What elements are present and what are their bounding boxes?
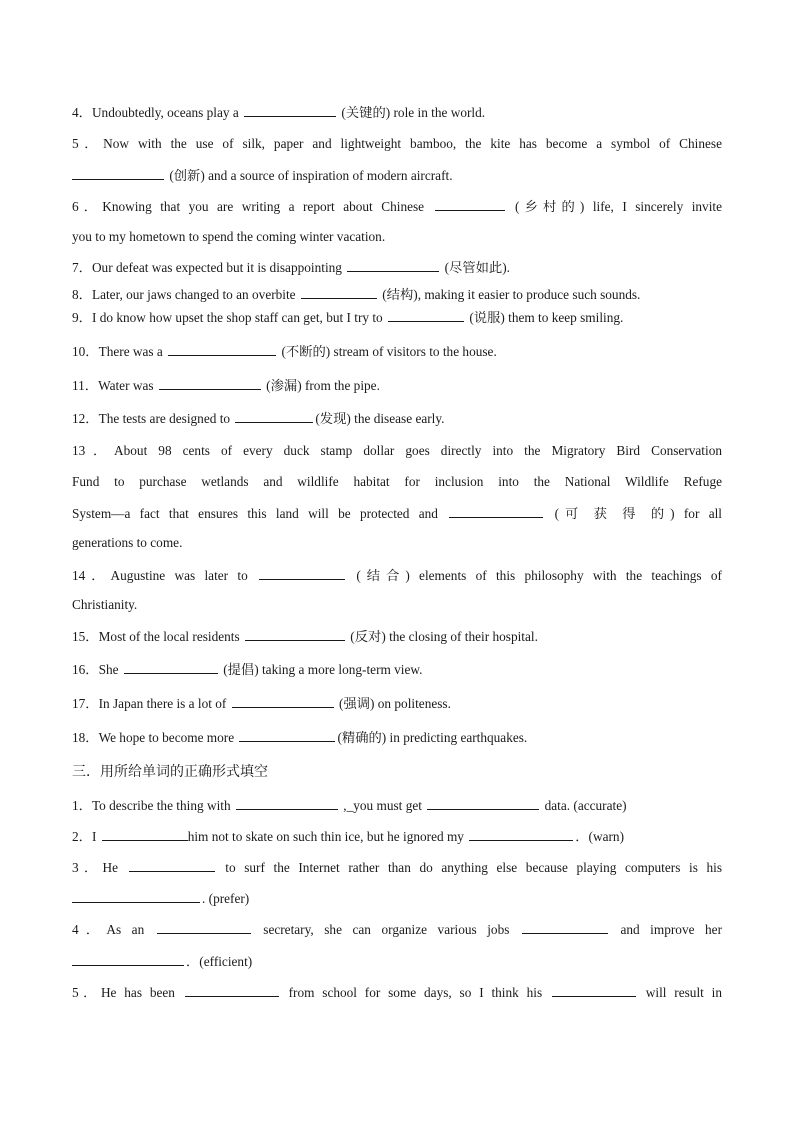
answer-blank[interactable] bbox=[435, 197, 505, 211]
fill-question-4-line-2: ．(efficient) bbox=[72, 952, 722, 971]
question-9: 9．I do know how upset the shop staff can get, but I try to (说服) them to keep smiling. bbox=[72, 310, 624, 325]
answer-blank[interactable] bbox=[347, 258, 439, 272]
answer-blank[interactable] bbox=[301, 285, 377, 299]
answer-blank[interactable] bbox=[124, 660, 218, 674]
answer-blank[interactable] bbox=[129, 858, 215, 872]
answer-blank[interactable] bbox=[72, 166, 164, 180]
answer-blank[interactable] bbox=[552, 983, 636, 997]
question-13-line-1: 13．About 98 cents of every duck stamp dollar goes directly into the Migratory Bird Conservation bbox=[72, 443, 722, 458]
fill-question-4-line-1: 4．As an secretary, she can organize various jobs and improve her bbox=[72, 922, 722, 937]
question-13-line-2: Fund to purchase wetlands and wildlife habitat for inclusion into the National Wildlife Refuge bbox=[72, 474, 722, 489]
fill-question-3-line-1: 3．He to surf the Internet rather than do anything else because playing computers is his bbox=[72, 860, 722, 875]
question-6-line-1: 6．Knowing that you are writing a report about Chinese (乡村的) life, I sincerely invite bbox=[72, 199, 722, 214]
answer-blank[interactable] bbox=[185, 983, 279, 997]
question-8: 8．Later, our jaws changed to an overbite (结构), making it easier to produce such sounds. bbox=[72, 287, 641, 302]
question-18: 18．We hope to become more (精确的) in predicting earthquakes. bbox=[72, 730, 528, 745]
section-heading: 三．用所给单词的正确形式填空 bbox=[72, 764, 268, 780]
question-14-line-2: Christianity. bbox=[72, 597, 138, 612]
answer-blank[interactable] bbox=[245, 627, 345, 641]
answer-blank[interactable] bbox=[244, 103, 336, 117]
answer-blank[interactable] bbox=[259, 566, 345, 580]
answer-blank[interactable] bbox=[72, 889, 200, 903]
answer-blank[interactable] bbox=[72, 952, 184, 966]
question-11: 11．Water was (渗漏) from the pipe. bbox=[72, 378, 380, 393]
question-4: 4．Undoubtedly, oceans play a (关键的) role in the world. bbox=[72, 105, 486, 120]
answer-blank[interactable] bbox=[427, 796, 539, 810]
answer-blank[interactable] bbox=[168, 342, 276, 356]
answer-blank[interactable] bbox=[235, 409, 313, 423]
answer-blank[interactable] bbox=[449, 504, 543, 518]
question-6-line-2: you to my hometown to spend the coming winter vacation. bbox=[72, 229, 386, 244]
question-14-line-1: 14．Augustine was later to (结合) elements of this philosophy with the teachings of bbox=[72, 568, 722, 583]
answer-blank[interactable] bbox=[239, 728, 335, 742]
answer-blank[interactable] bbox=[236, 796, 338, 810]
question-7: 7．Our defeat was expected but it is disappointing (尽管如此). bbox=[72, 260, 510, 275]
question-15: 15．Most of the local residents (反对) the closing of their hospital. bbox=[72, 629, 538, 644]
answer-blank[interactable] bbox=[157, 920, 251, 934]
question-16: 16．She (提倡) taking a more long-term view. bbox=[72, 662, 423, 677]
fill-question-5: 5．He has been from school for some days, so I think his will result in bbox=[72, 985, 722, 1000]
question-12: 12．The tests are designed to (发现) the disease early. bbox=[72, 411, 445, 426]
answer-blank[interactable] bbox=[522, 920, 608, 934]
answer-blank[interactable] bbox=[102, 827, 188, 841]
question-5-line-1: 5．Now with the use of silk, paper and lightweight bamboo, the kite has become a symbol of Chinese bbox=[72, 136, 722, 151]
answer-blank[interactable] bbox=[469, 827, 573, 841]
question-5-line-2: (创新) and a source of inspiration of modern aircraft. bbox=[72, 166, 722, 185]
question-13-line-3: System—a fact that ensures this land will be protected and (可 获 得 的) for all bbox=[72, 506, 722, 521]
question-13-line-4: generations to come. bbox=[72, 535, 183, 550]
question-10: 10．There was a (不断的) stream of visitors to the house. bbox=[72, 344, 497, 359]
answer-blank[interactable] bbox=[232, 694, 334, 708]
fill-question-1: 1．To describe the thing with ,_you must get data. (accurate) bbox=[72, 798, 627, 813]
answer-blank[interactable] bbox=[388, 308, 464, 322]
question-17: 17．In Japan there is a lot of (强调) on politeness. bbox=[72, 696, 451, 711]
fill-question-3-line-2: . (prefer) bbox=[72, 889, 722, 908]
fill-question-2: 2．I him not to skate on such thin ice, but he ignored my ．(warn) bbox=[72, 829, 624, 844]
answer-blank[interactable] bbox=[159, 376, 261, 390]
